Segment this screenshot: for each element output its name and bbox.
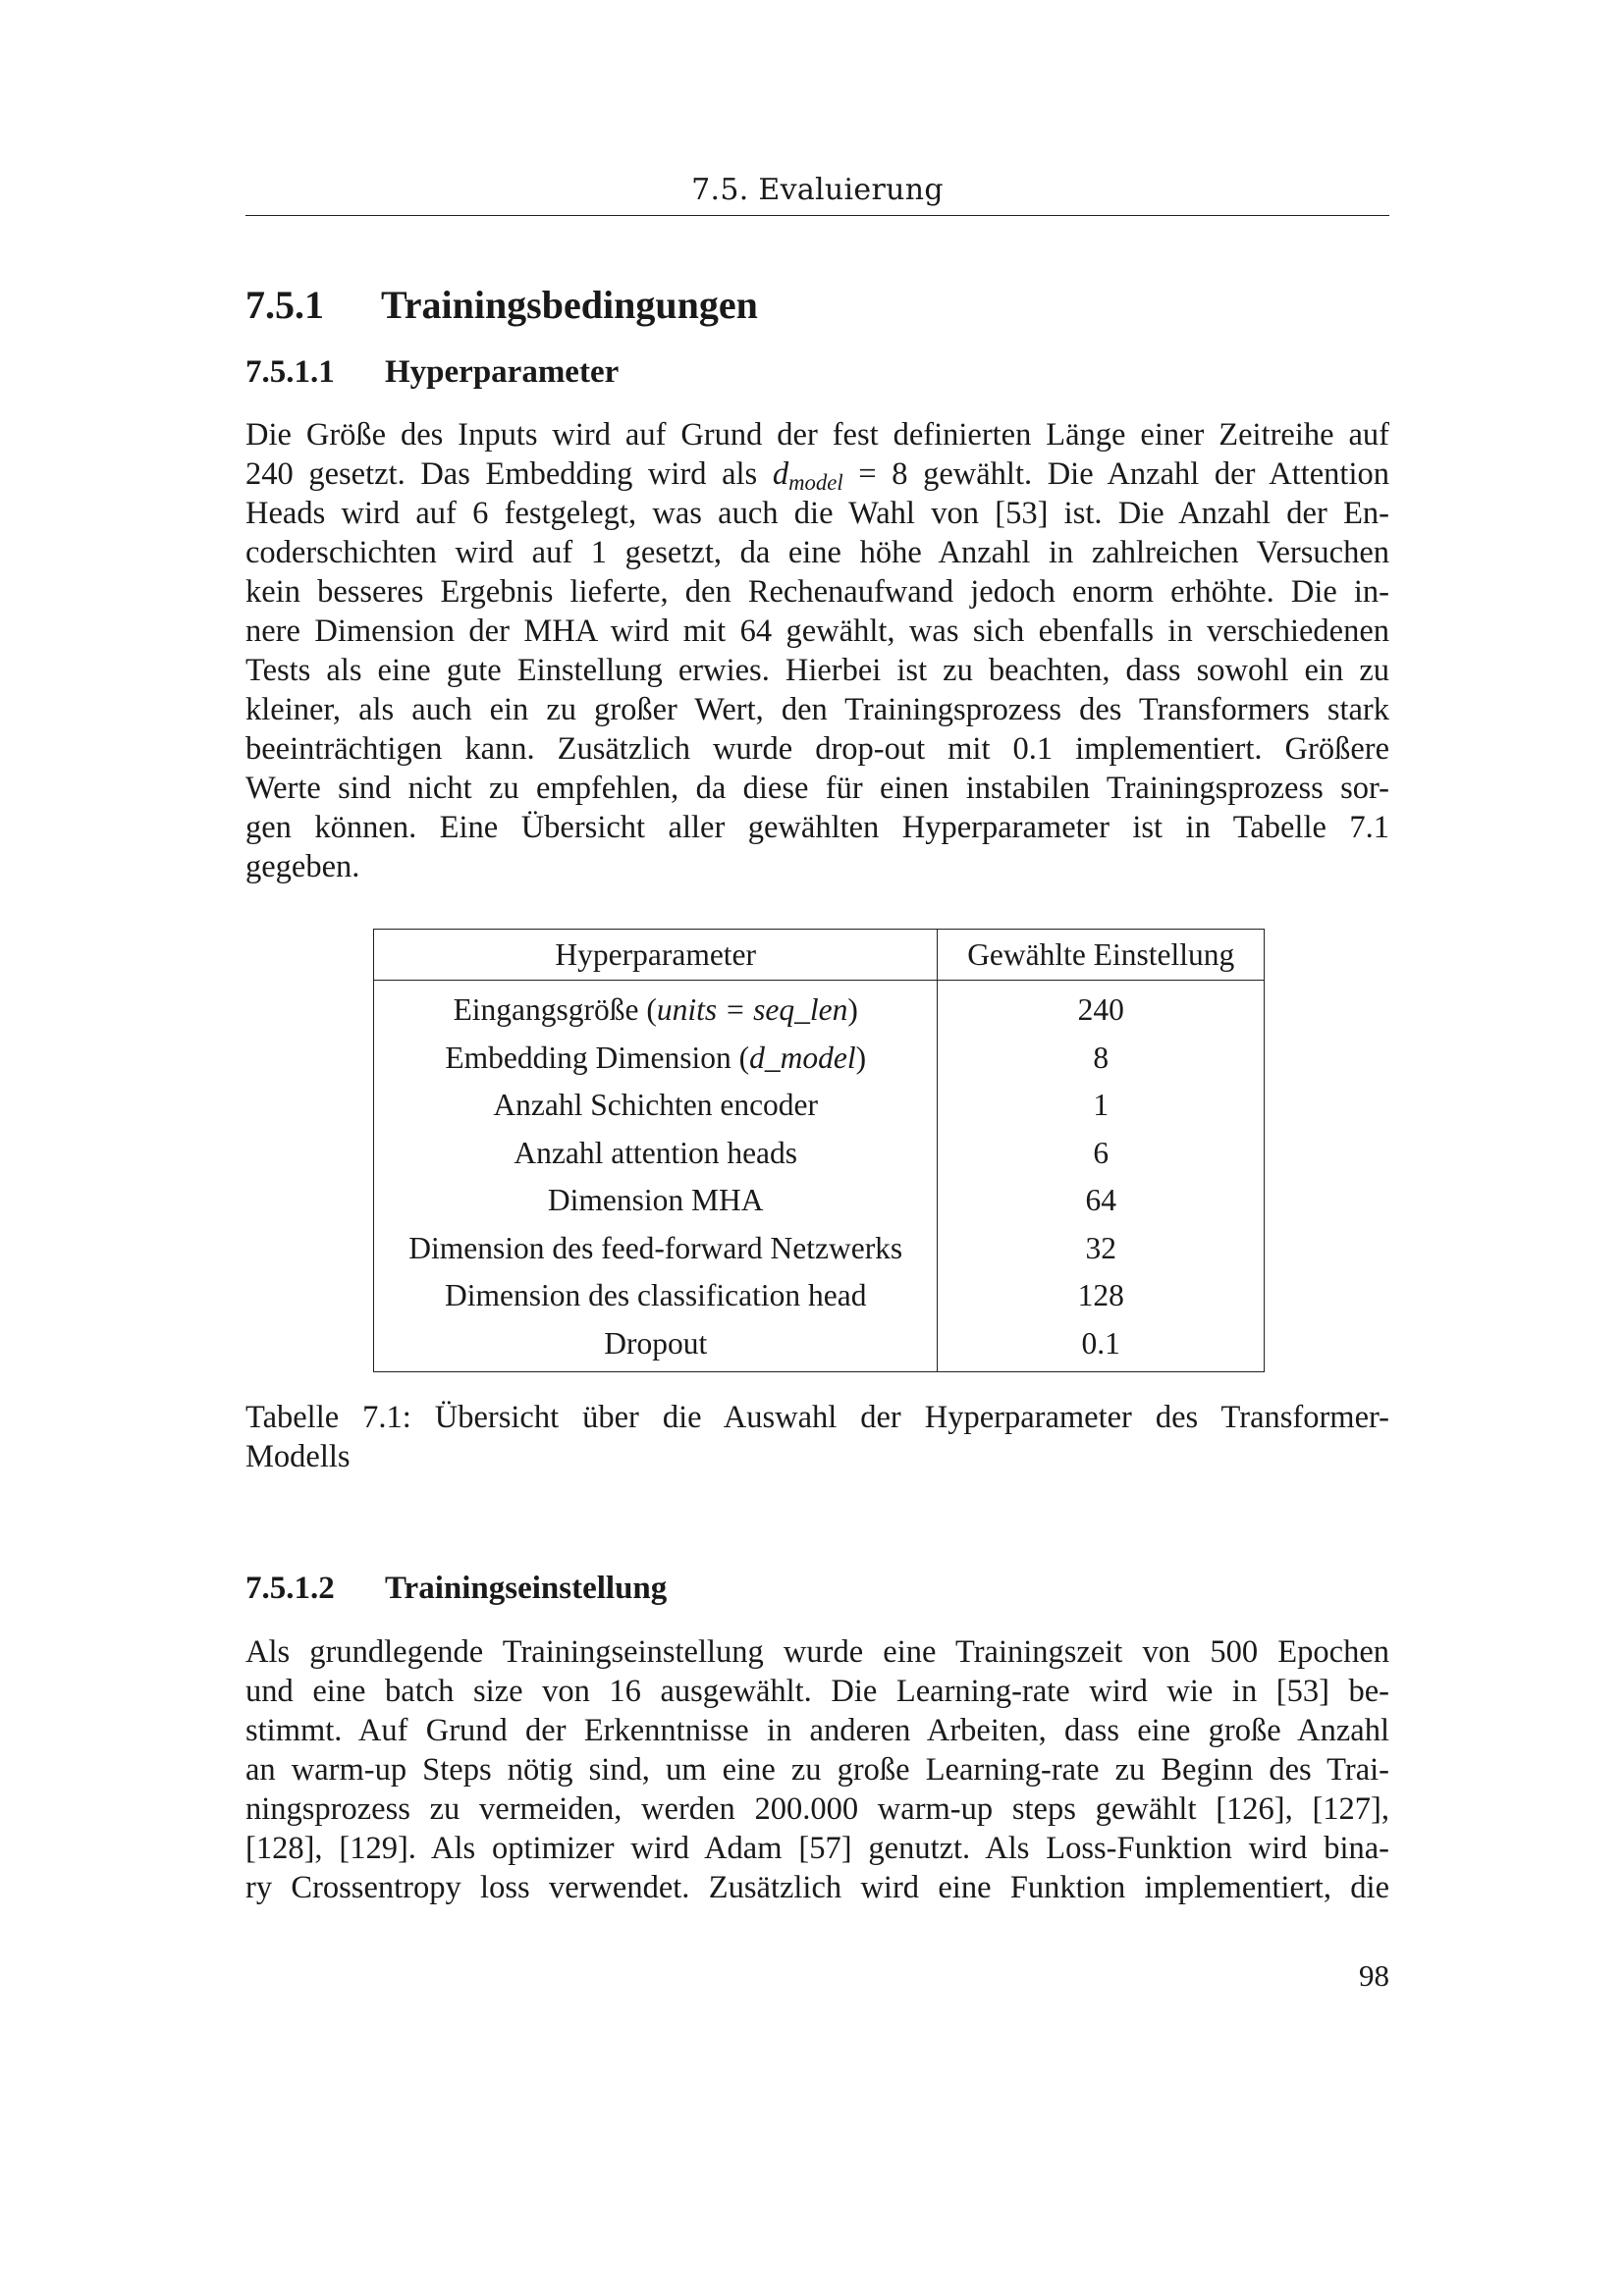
param-cell: Anzahl Schichten encoder xyxy=(374,1082,938,1130)
header-rule xyxy=(245,215,1389,216)
param-cell: Eingangsgröße (units = seq_len) xyxy=(374,981,938,1035)
caption-line: Tabelle 7.1: Übersicht über die Auswahl der Hyperparameter des Transformer- xyxy=(245,1400,1389,1435)
paragraph-hyperparameter xyxy=(245,415,1389,886)
value-cell: 1 xyxy=(938,1082,1265,1130)
subsection-title: Hyperparameter xyxy=(385,354,620,390)
param-cell: Dimension des classification head xyxy=(374,1272,938,1320)
text-line: Tests als eine gute Einstellung erwies. Hierbei ist zu beachten, dass sowohl ein zu xyxy=(245,653,1389,688)
column-header-setting: Gewählte Einstellung xyxy=(938,930,1265,981)
text-line: an warm-up Steps nötig sind, um eine zu große Learning-rate zu Beginn des Trai- xyxy=(245,1752,1389,1788)
subsection-title: Trainingseinstellung xyxy=(385,1571,668,1606)
value-cell: 128 xyxy=(938,1272,1265,1320)
table-row xyxy=(374,1082,1265,1130)
value-cell: 240 xyxy=(938,981,1265,1035)
table-row xyxy=(374,1177,1265,1225)
text-line: beeinträchtigen kann. Zusätzlich wurde drop-out mit 0.1 implementiert. Größere xyxy=(245,731,1389,767)
hyperparameter-table xyxy=(373,929,1265,1372)
subsection-heading-hyperparameter xyxy=(245,354,619,391)
value-cell: 6 xyxy=(938,1130,1265,1178)
text-line: nere Dimension der MHA wird mit 64 gewählt, was sich ebenfalls in verschiedenen xyxy=(245,614,1389,649)
text-line: gegeben. xyxy=(245,849,360,884)
value-cell: 32 xyxy=(938,1225,1265,1273)
text-line: ningsprozess zu vermeiden, werden 200.000 warm-up steps gewählt [126], [127], xyxy=(245,1791,1389,1827)
table-row xyxy=(374,1035,1265,1083)
subsection-heading-trainingseinstellung xyxy=(245,1571,667,1607)
text-line: gen können. Eine Übersicht aller gewählten Hyperparameter ist in Tabelle 7.1 xyxy=(245,810,1389,845)
section-title: Trainingsbedingungen xyxy=(381,283,758,327)
caption-line: Modells xyxy=(245,1439,351,1474)
table-row xyxy=(374,1130,1265,1178)
table-row xyxy=(374,1320,1265,1372)
param-cell: Dropout xyxy=(374,1320,938,1372)
section-heading xyxy=(245,282,758,328)
value-cell: 0.1 xyxy=(938,1320,1265,1372)
text-line: Heads wird auf 6 festgelegt, was auch die Wahl von [53] ist. Die Anzahl der En- xyxy=(245,496,1389,531)
text-line: ry Crossentropy loss verwendet. Zusätzlich wird eine Funktion implementiert, die xyxy=(245,1870,1389,1905)
param-cell: Embedding Dimension (d_model) xyxy=(374,1035,938,1083)
text-line: kleiner, als auch ein zu großer Wert, den Trainingsprozess des Transformers stark xyxy=(245,692,1389,727)
text-line: [128], [129]. Als optimizer wird Adam [57] genutzt. Als Loss-Funktion wird bina- xyxy=(245,1831,1389,1866)
text-line: 240 gesetzt. Das Embedding wird als $d_{model} = 8$ gewählt. Die Anzahl der Attention xyxy=(245,456,1389,495)
text-line: coderschichten wird auf 1 gesetzt, da eine höhe Anzahl in zahlreichen Versuchen xyxy=(245,535,1389,570)
table-row xyxy=(374,1225,1265,1273)
page-number: 98 xyxy=(1359,1958,1389,1993)
section-number: 7.5.1 xyxy=(245,283,324,327)
value-cell: 8 xyxy=(938,1035,1265,1083)
subsection-number: 7.5.1.1 xyxy=(245,354,335,390)
text-line: Als grundlegende Trainingseinstellung wurde eine Trainingszeit von 500 Epochen xyxy=(245,1634,1389,1670)
param-cell: Dimension des feed-forward Netzwerks xyxy=(374,1225,938,1273)
text-line: stimmt. Auf Grund der Erkenntnisse in anderen Arbeiten, dass eine große Anzahl xyxy=(245,1713,1389,1748)
text-line: und eine batch size von 16 ausgewählt. Die Learning-rate wird wie in [53] be- xyxy=(245,1674,1389,1709)
column-header-hyperparameter: Hyperparameter xyxy=(374,930,938,981)
math-variable: d xyxy=(772,456,789,492)
running-header: 7.5. Evaluierung xyxy=(691,173,944,207)
param-cell: Dimension MHA xyxy=(374,1177,938,1225)
text-line: Werte sind nicht zu empfehlen, da diese für einen instabilen Trainingsprozess sor- xyxy=(245,771,1389,806)
text-line: Die Größe des Inputs wird auf Grund der fest definierten Länge einer Zeitreihe auf xyxy=(245,417,1389,453)
math-subscript: model xyxy=(788,470,843,495)
paragraph-trainingseinstellung xyxy=(245,1632,1389,1907)
table-row xyxy=(374,1272,1265,1320)
param-cell: Anzahl attention heads xyxy=(374,1130,938,1178)
table-header-row xyxy=(374,930,1265,981)
value-cell: 64 xyxy=(938,1177,1265,1225)
table-caption xyxy=(245,1398,1389,1476)
table-row xyxy=(374,981,1265,1035)
subsection-number: 7.5.1.2 xyxy=(245,1571,335,1606)
text-line: kein besseres Ergebnis lieferte, den Rechenaufwand jedoch enorm erhöhte. Die in- xyxy=(245,574,1389,610)
